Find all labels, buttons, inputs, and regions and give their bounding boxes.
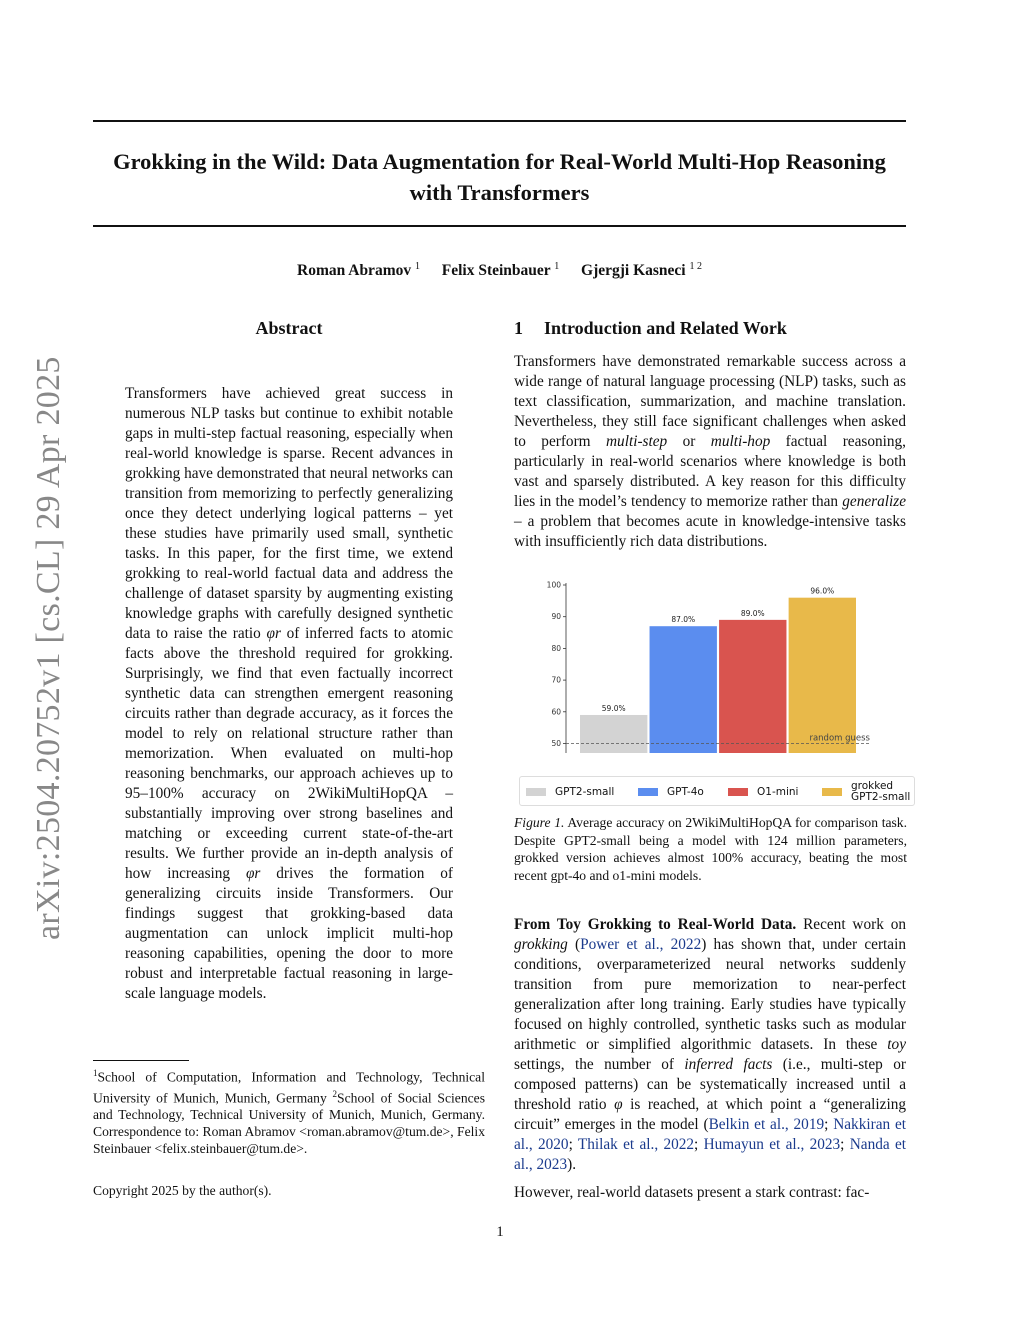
- author-name: Gjergji Kasneci: [581, 262, 686, 280]
- citation-link[interactable]: Thilak et al., 2022: [577, 1136, 695, 1153]
- author-name: Roman Abramov: [297, 262, 412, 280]
- bar-o1-mini: [719, 620, 786, 753]
- body-text: Recent work on: [796, 916, 906, 933]
- emphasis: toy: [887, 1036, 906, 1053]
- legend-item: [526, 777, 614, 807]
- body-text: factual reasoning, particularly in real-world scenarios where knowledge is both vast and sparsely distributed. A key reason for this difficulty lies in the model’s tendency to memorize rather than: [514, 433, 906, 510]
- emphasis: multi-hop: [710, 433, 771, 450]
- body-text: ;: [840, 1136, 850, 1153]
- author-list: [93, 261, 906, 280]
- next-paragraph: However, real-world datasets present a stark contrast: fac-: [514, 1184, 870, 1201]
- body-text: ;: [824, 1116, 834, 1133]
- bar-gpt2-small: [580, 715, 647, 753]
- figure-label: Figure 1.: [514, 815, 565, 830]
- author-affiliation: 1 2: [689, 261, 702, 272]
- bar-grokked-gpt2-small: [789, 598, 856, 753]
- footnote-marker: 1: [93, 1068, 98, 1078]
- legend-item: [822, 777, 910, 807]
- body-text: settings, the number of: [514, 1056, 685, 1073]
- top-rule: [93, 120, 906, 122]
- bar-value-label: 59.0%: [601, 703, 626, 713]
- emphasis: multi-step: [606, 433, 668, 450]
- body-text: is reached, at which point a “generalizing circuit” emerges in the model (: [514, 1096, 906, 1133]
- legend-item: [728, 777, 798, 807]
- y-tick-label: 80: [551, 643, 561, 653]
- random-guess-label: random guess: [809, 733, 870, 744]
- abstract-text: Transformers have achieved great success in numerous NLP tasks but continue to exhibit notable gaps in multi-step factual reasoning, especially when real-world knowledge is sparse. Recent advances in grokking have demonstrated that neural networks can transition from memorizing to perfectly generalizing once they detect underlying logical patterns – yet these studies have primarily used small, synthetic tasks. In this paper, for the first time, we extend grokking to real-world factual data and address the challenge of dataset sparsity by augmenting existing knowledge graphs with carefully designed synthetic data to raise the ratio: [125, 385, 453, 642]
- body-text: ).: [567, 1156, 577, 1173]
- math-phi-r: φr: [245, 865, 261, 882]
- affiliation-footnote: [93, 1065, 485, 1157]
- intro-paragraph: [514, 352, 906, 552]
- accuracy-bar-chart: [514, 578, 914, 808]
- body-text: ) has shown that, under certain conditions, overparameterized neural networks suddenly transition from pure memorization to near-perfect generalization after long training. Early studies have typically focused on highly controlled, synthetic tasks such as modular arithmetic or simplified algorithmic datasets. In these: [514, 936, 906, 1053]
- footnote-marker: 2: [332, 1088, 338, 1099]
- arxiv-stamp: arXiv:2504.20752v1 [cs.CL] 29 Apr 2025: [30, 356, 67, 940]
- title-line-1: Grokking in the Wild: Data Augmentation for Real-World Multi-Hop Reasoning: [113, 149, 886, 174]
- section-heading: [514, 318, 787, 339]
- citation-link[interactable]: Belkin et al., 2019: [708, 1116, 825, 1133]
- y-tick-label: 100: [546, 580, 561, 590]
- figure-caption: [514, 814, 907, 884]
- abstract-text: drives the formation of generalizing circuits inside Transformers. Our findings suggest that grokking-based data augmentation can unlock implicit multi-hop reasoning capabilities, opening the door to more robust and interpretable factual reasoning in large-scale language models.: [125, 865, 453, 1002]
- abstract-text: of inferred facts to atomic facts above the threshold required for grokking. Surprisingly, we find that even factually incorrect synthetic data can strengthen emergent reasoning circuits rather than degrade accuracy, as it forces the model to rely on relational structure rather than memorization. When evaluated on multi-hop reasoning benchmarks, our approach achieves up to 95–100% accuracy on 2WikiMultiHopQA – substantially improving over strong baselines and matching or exceeding current state-of-the-art results. We further provide an in-depth analysis of how increasing: [125, 625, 453, 882]
- page-number: 1: [496, 1224, 504, 1240]
- bar-value-label: 96.0%: [810, 586, 835, 596]
- section-title: Introduction and Related Work: [544, 318, 787, 338]
- bar-gpt-4o: [650, 626, 717, 753]
- title-line-2: with Transformers: [409, 180, 590, 205]
- paragraph-heading: From Toy Grokking to Real-World Data.: [514, 916, 797, 933]
- footnote-rule: [93, 1060, 189, 1061]
- abstract-body: [125, 384, 453, 1004]
- abstract-heading: Abstract: [255, 318, 323, 338]
- chart-legend: [519, 776, 915, 806]
- bar-value-label: 89.0%: [740, 608, 765, 618]
- emphasis: grokking: [514, 936, 568, 953]
- author-affiliation: 1: [554, 261, 560, 272]
- emphasis: inferred facts: [684, 1056, 773, 1073]
- math-phi: φ: [614, 1096, 623, 1113]
- footnote-text: School of Computation, Information and Technology, Technical University of Munich, Munich, Germany: [93, 1069, 485, 1106]
- legend-swatch: [638, 788, 658, 796]
- body-text: ;: [568, 1136, 578, 1153]
- footnote-text: School of Social Sciences and Technology, Technical University of Munich, Munich, Germany. Correspondence to: Roman Abramov <roman.abramov@tum.de>, Felix Steinbauer <felix.steinbauer@tum.de>.: [93, 1090, 485, 1157]
- citation-link[interactable]: Nanda et al., 2023: [514, 1136, 906, 1173]
- legend-label: grokked GPT2-small: [851, 780, 911, 803]
- author-name: Felix Steinbauer: [441, 262, 551, 280]
- legend-label: GPT-4o: [667, 785, 704, 798]
- legend-swatch: [728, 788, 748, 796]
- legend-swatch: [526, 788, 546, 796]
- math-phi-r: φr: [266, 625, 281, 642]
- title-bottom-rule: [93, 225, 906, 227]
- toy-grokking-paragraph: [514, 915, 906, 1175]
- citation-link[interactable]: Nakkiran et al., 2020: [514, 1116, 906, 1153]
- citation-link[interactable]: Humayun et al., 2023: [703, 1136, 841, 1153]
- copyright-notice: Copyright 2025 by the author(s).: [93, 1183, 272, 1198]
- caption-text: Average accuracy on 2WikiMultiHopQA for comparison task. Despite GPT2-small being a model with 124 million parameters, grokked version achieves almost 100% accuracy, beating the most recent gpt-4o and o1-mini models.: [514, 815, 907, 883]
- legend-label: GPT2-small: [555, 785, 615, 798]
- chart-canvas: [514, 578, 914, 768]
- body-text: – a problem that becomes acute in knowledge-intensive tasks with insufficiently rich data distributions.: [514, 513, 906, 550]
- body-text: (: [567, 936, 581, 953]
- y-tick-label: 70: [551, 675, 561, 685]
- body-text: or: [667, 433, 711, 450]
- citation-link[interactable]: Power et al., 2022: [580, 936, 702, 953]
- emphasis: generalize: [842, 493, 906, 510]
- bar-value-label: 87.0%: [671, 615, 696, 625]
- body-text: ;: [694, 1136, 704, 1153]
- y-tick-label: 60: [551, 707, 561, 717]
- paper-title: [93, 146, 906, 208]
- legend-label: O1-mini: [757, 785, 799, 798]
- y-tick-label: 50: [551, 738, 561, 748]
- body-text: (i.e., multi-step or composed patterns) can be systematically increased until a threshold ratio: [514, 1056, 906, 1113]
- body-text: Transformers have demonstrated remarkable success across a wide range of natural language processing (NLP) tasks, such as text classification, summarization, and machine translation. Nevertheless, they still face significant challenges when asked to perform: [514, 353, 906, 450]
- legend-swatch: [822, 788, 842, 796]
- section-number: 1: [514, 318, 523, 338]
- y-tick-label: 90: [551, 612, 561, 622]
- author-affiliation: 1: [414, 261, 420, 272]
- legend-item: [638, 777, 704, 807]
